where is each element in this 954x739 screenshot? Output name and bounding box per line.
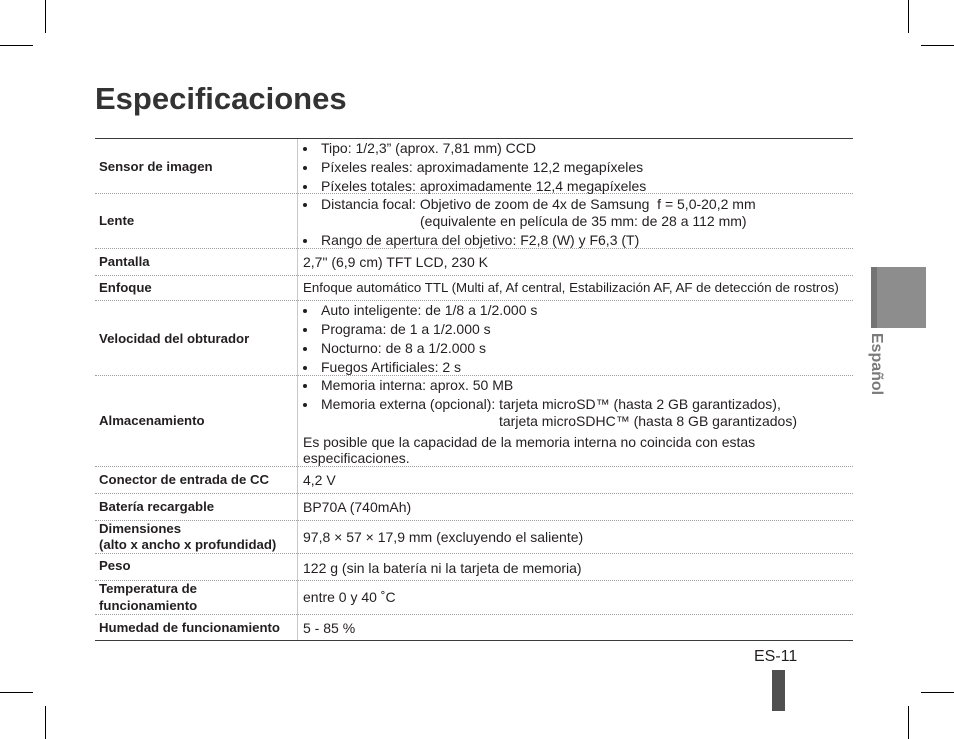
- spec-value-item: Nocturno: de 8 a 1/2.000 s: [321, 340, 486, 356]
- spec-value: BP70A (740mAh): [303, 499, 412, 515]
- spec-label: Humedad de funcionamiento: [99, 620, 280, 635]
- crop-mark-bottom-left-vertical: [45, 706, 46, 739]
- bullet-marker: [303, 166, 307, 170]
- spec-value: 97,8 × 57 × 17,9 mm (excluyendo el saliente): [303, 529, 584, 545]
- bullet-marker: [303, 328, 307, 332]
- spec-label: Velocidad del obturador: [99, 331, 250, 346]
- spec-value: 5 - 85 %: [303, 620, 356, 636]
- spec-value-item: Distancia focal: Objetivo de zoom de 4x de Samsung f = 5,0-20,2 mm: [321, 196, 756, 212]
- spec-label: Pantalla: [99, 254, 150, 269]
- spec-value-item: Programa: de 1 a 1/2.000 s: [321, 321, 491, 337]
- spec-value-item: Memoria interna: aprox. 50 MB: [321, 377, 514, 393]
- spec-value-item: Memoria externa (opcional): tarjeta microSD™ (hasta 2 GB garantizados),: [321, 396, 781, 412]
- crop-mark-bottom-left-horizontal: [0, 692, 33, 693]
- spec-note-line: especificaciones.: [303, 450, 410, 466]
- spec-value-item: Píxeles reales: aproximadamente 12,2 megapíxeles: [321, 159, 644, 175]
- spec-value: Enfoque automático TTL (Multi af, Af central, Estabilización AF, AF de detección de rostros): [303, 280, 839, 295]
- row-divider: [95, 614, 853, 615]
- spec-value-continuation: (equivalente en película de 35 mm: de 28 a 112 mm): [420, 213, 747, 229]
- spec-value: 4,2 V: [303, 472, 336, 488]
- crop-mark-top-right-vertical: [908, 0, 909, 33]
- spec-value-item: Tipo: 1/2,3” (aprox. 7,81 mm) CCD: [321, 140, 536, 156]
- bullet-marker: [303, 147, 307, 151]
- spec-label: Almacenamiento: [99, 413, 205, 428]
- crop-mark-top-left-horizontal: [0, 45, 33, 46]
- spec-label: Dimensiones: [99, 521, 182, 536]
- language-tab-block: [871, 267, 926, 328]
- table-bottom-rule: [95, 640, 853, 641]
- spec-value: 122 g (sin la batería ni la tarjeta de memoria): [303, 560, 582, 576]
- row-divider: [95, 275, 853, 276]
- row-divider: [95, 520, 853, 521]
- spec-label-sub: (alto x ancho x profundidad): [99, 537, 277, 552]
- spec-label: Peso: [99, 558, 131, 573]
- language-tab-edge: [871, 267, 877, 328]
- spec-value-item: Auto inteligente: de 1/8 a 1/2.000 s: [321, 302, 538, 318]
- spec-value-item: Fuegos Artificiales: 2 s: [321, 359, 462, 375]
- crop-mark-bottom-right-horizontal: [921, 692, 954, 693]
- spec-value-item: Rango de apertura del objetivo: F2,8 (W) y F6,3 (T): [321, 232, 640, 248]
- spec-label: Sensor de imagen: [99, 159, 213, 174]
- spec-value-item: Píxeles totales: aproximadamente 12,4 megapíxeles: [321, 178, 647, 194]
- bullet-marker: [303, 347, 307, 351]
- crop-mark-top-left-vertical: [45, 0, 46, 33]
- crop-mark-bottom-right-vertical: [908, 706, 909, 739]
- bullet-marker: [303, 403, 307, 407]
- spec-label: Enfoque: [99, 280, 152, 295]
- bullet-marker: [303, 366, 307, 370]
- row-divider: [95, 466, 853, 467]
- row-divider: [95, 580, 853, 581]
- language-tab-label: Español: [868, 332, 885, 396]
- spec-label-sub: funcionamiento: [99, 598, 198, 613]
- bullet-marker: [303, 185, 307, 189]
- spec-label: Temperatura de: [99, 581, 197, 596]
- spec-label: Batería recargable: [99, 499, 215, 514]
- bullet-marker: [303, 309, 307, 313]
- spec-value-continuation: tarjeta microSDHC™ (hasta 8 GB garantizados): [499, 413, 797, 429]
- spec-value: 2,7" (6,9 cm) TFT LCD, 230 K: [303, 254, 488, 270]
- spec-label: Conector de entrada de CC: [99, 472, 270, 487]
- spec-label: Lente: [99, 213, 135, 228]
- page-number-bar: [772, 670, 785, 711]
- row-divider: [95, 553, 853, 554]
- spec-note-line: Es posible que la capacidad de la memoria interna no coincida con estas: [303, 434, 756, 450]
- column-divider: [297, 139, 298, 640]
- page-title: Especificaciones: [95, 81, 347, 116]
- row-divider: [95, 493, 853, 494]
- crop-mark-top-right-horizontal: [921, 45, 954, 46]
- bullet-marker: [303, 203, 307, 207]
- bullet-marker: [303, 239, 307, 243]
- page-number: ES-11: [754, 648, 798, 665]
- spec-value: entre 0 y 40 ˚C: [303, 589, 396, 605]
- bullet-marker: [303, 384, 307, 388]
